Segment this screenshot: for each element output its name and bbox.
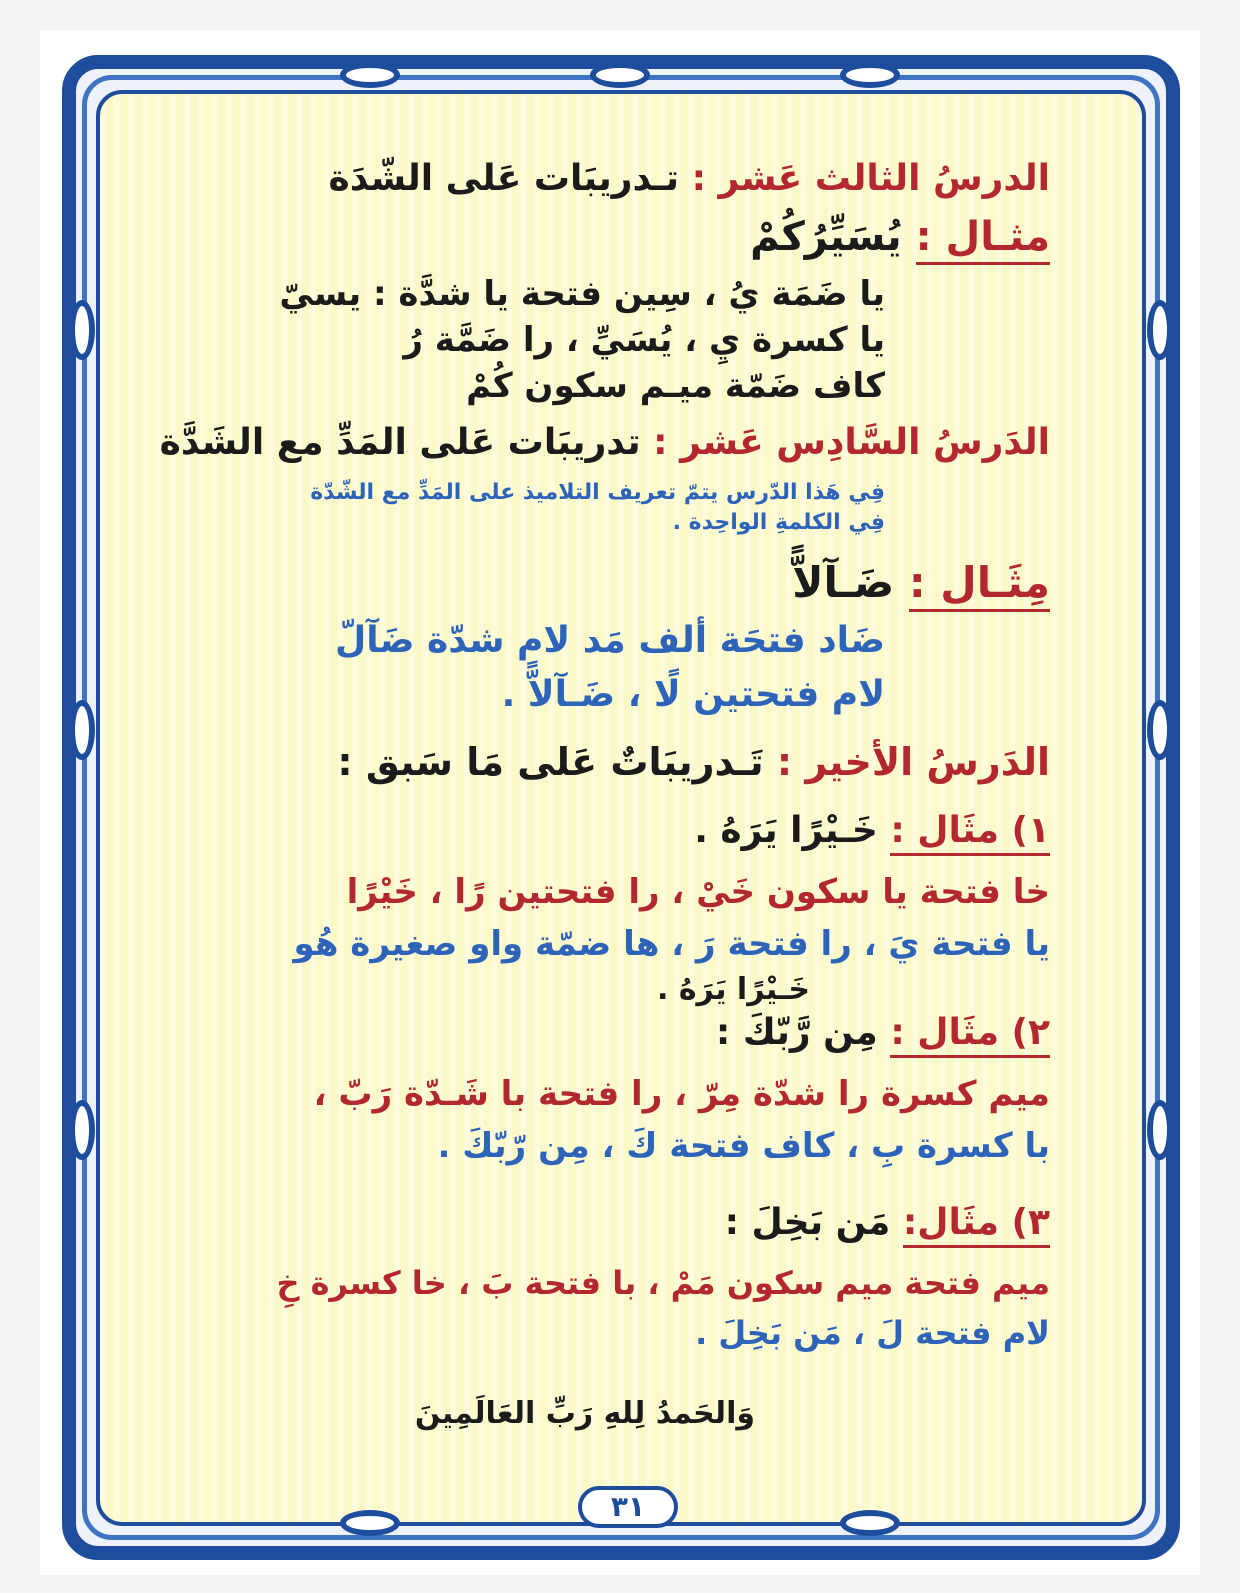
example-1-line-3: خَـيْرًا يَرَهُ .	[657, 972, 810, 1007]
lesson16-title-label: الدَرسُ السَّادِس عَشر :	[653, 422, 1050, 463]
lesson-last-title-text: تَـدريبَاتٌ عَلى مَا سَبق :	[337, 740, 764, 784]
lesson13-heading	[329, 158, 1050, 199]
example-2-label: ٢) مثَال :	[890, 1012, 1050, 1058]
border-knot-ornament	[840, 1510, 900, 1536]
border-knot-ornament	[340, 1510, 400, 1536]
lesson-last-title-label: الدَرسُ الأخير :	[776, 740, 1050, 784]
border-knot-ornament	[69, 700, 95, 760]
border-knot-ornament	[1147, 700, 1173, 760]
example-3	[725, 1202, 1050, 1243]
border-knot-ornament	[590, 62, 650, 88]
lesson16-example	[792, 558, 1050, 607]
example-2-word: مِن رَّبّكَ :	[715, 1012, 878, 1053]
example-1-line-2: يا فتحة يَ ، را فتحة رَ ، ها ضمّة واو صغيرة هُو	[293, 924, 1050, 964]
example-1-label: ١) مثَال :	[890, 810, 1050, 856]
lesson16-example-word: ضَـآلاًّ	[792, 558, 895, 607]
lesson13-title-label: الدرسُ الثالث عَشر :	[691, 158, 1050, 199]
lesson16-heading	[160, 422, 1050, 463]
lesson13-title-text: تـدريبَات عَلى الشّدَة	[328, 158, 680, 199]
lesson16-line-1: ضَاد فتحَة ألف مَد لام شدّة ضَآلّ	[334, 620, 885, 661]
border-knot-ornament	[340, 62, 400, 88]
lesson13-line-2: يا كسرة يِ ، يُسَيِّ ، را ضَمَّة رُ	[403, 320, 885, 360]
lesson16-note-1: فِي هَذا الدّرس يتمّ تعريف التلاميذ على المَدِّ مع الشّدّة	[310, 480, 885, 505]
lesson16-line-2: لام فتحتين لًا ، ضَـآلاًّ .	[501, 674, 885, 715]
example-2-line-1: ميم كسرة را شدّة مِرّ ، را فتحة با شَـدّة رَبّ ،	[313, 1074, 1050, 1114]
lesson-content	[150, 150, 1050, 1490]
lesson13-line-3: كاف ضَمّة ميـم سكون كُمْ	[466, 366, 885, 406]
lesson-last-heading	[337, 740, 1050, 784]
lesson13-line-1: يا ضَمَة يُ ، سِين فتحة يا شدَّة : يسيّ	[279, 274, 885, 314]
border-knot-ornament	[1147, 300, 1173, 360]
example-1	[694, 810, 1050, 851]
example-3-line-1: ميم فتحة ميم سكون مَمْ ، با فتحة بَ ، خا كسرة خِ	[276, 1264, 1050, 1302]
lesson16-note-2: فِي الكلمةِ الواحِدة .	[672, 510, 885, 535]
example-1-line-1: خا فتحة يا سكون خَيْ ، را فتحتين رًا ، خَيْرًا	[346, 872, 1050, 912]
lesson16-example-label: مِثَـال :	[909, 558, 1050, 612]
example-2	[716, 1012, 1050, 1053]
lesson13-example-label: مثـال :	[916, 214, 1050, 265]
border-knot-ornament	[69, 1100, 95, 1160]
lesson13-example	[750, 214, 1050, 260]
example-3-label: ٣) مثَال:	[903, 1202, 1050, 1248]
lesson16-title-text: تدريبَات عَلى المَدِّ مع الشَدَّة	[159, 422, 641, 463]
lesson13-example-word: يُسَيِّرُكُمْ	[750, 214, 902, 260]
closing-phrase: وَالحَمدُ لِلهِ رَبِّ العَالَمِينَ	[414, 1396, 755, 1431]
example-2-line-2: با كسرة بِ ، كاف فتحة كَ ، مِن رّبّكَ .	[437, 1126, 1050, 1166]
example-3-line-2: لام فتحة لَ ، مَن بَخِلَ .	[695, 1314, 1050, 1352]
border-knot-ornament	[69, 300, 95, 360]
example-1-word: خَـيْرًا يَرَهُ .	[694, 810, 878, 851]
border-knot-ornament	[1147, 1100, 1173, 1160]
page-number: ٣١	[578, 1486, 678, 1528]
example-3-word: مَن بَخِلَ :	[724, 1202, 891, 1243]
border-knot-ornament	[840, 62, 900, 88]
